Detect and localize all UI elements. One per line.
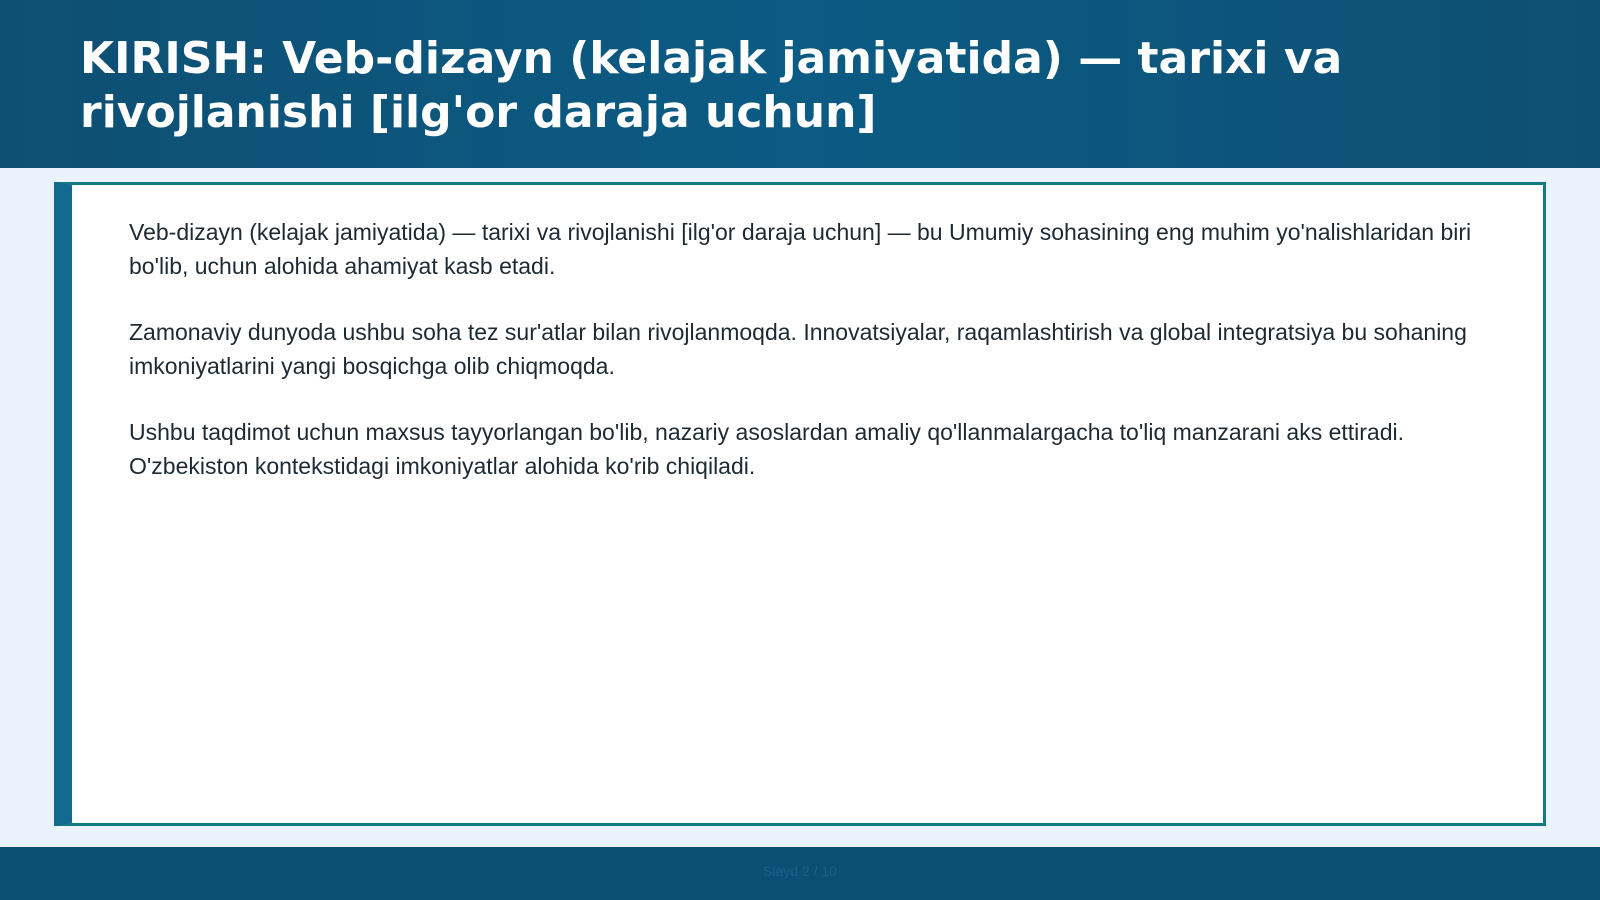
paragraph-2: Zamonaviy dunyoda ushbu soha tez sur'atlar bilan rivojlanmoqda. Innovatsiyalar, raqamlashtirish va global integratsiya bu sohaning imkoniyatlarini yangi bosqichga olib chiqmoqda. xyxy=(129,319,1467,379)
slide-number: Slayd 2 / 10 xyxy=(763,863,837,879)
slide-title: KIRISH: Veb-dizayn (kelajak jamiyatida) — tarixi va rivojlanishi [ilg'or daraja uchun] xyxy=(80,33,1343,138)
slide-header xyxy=(0,0,1600,168)
paragraph-3: Ushbu taqdimot uchun maxsus tayyorlangan bo'lib, nazariy asoslardan amaliy qo'llanmalargacha to'liq manzarani aks ettiradi. O'zbekiston kontekstidagi imkoniyatlar alohida ko'rib chiqiladi. xyxy=(129,419,1405,479)
content-card xyxy=(54,182,1546,826)
slide-footer xyxy=(0,847,1600,900)
paragraph-1: Veb-dizayn (kelajak jamiyatida) — tarixi va rivojlanishi [ilg'or daraja uchun] — bu Umumiy sohasining eng muhim yo'nalishlaridan biri bo'lib, uchun alohida ahamiyat kasb etadi. xyxy=(129,219,1472,279)
body-text xyxy=(129,215,1499,515)
